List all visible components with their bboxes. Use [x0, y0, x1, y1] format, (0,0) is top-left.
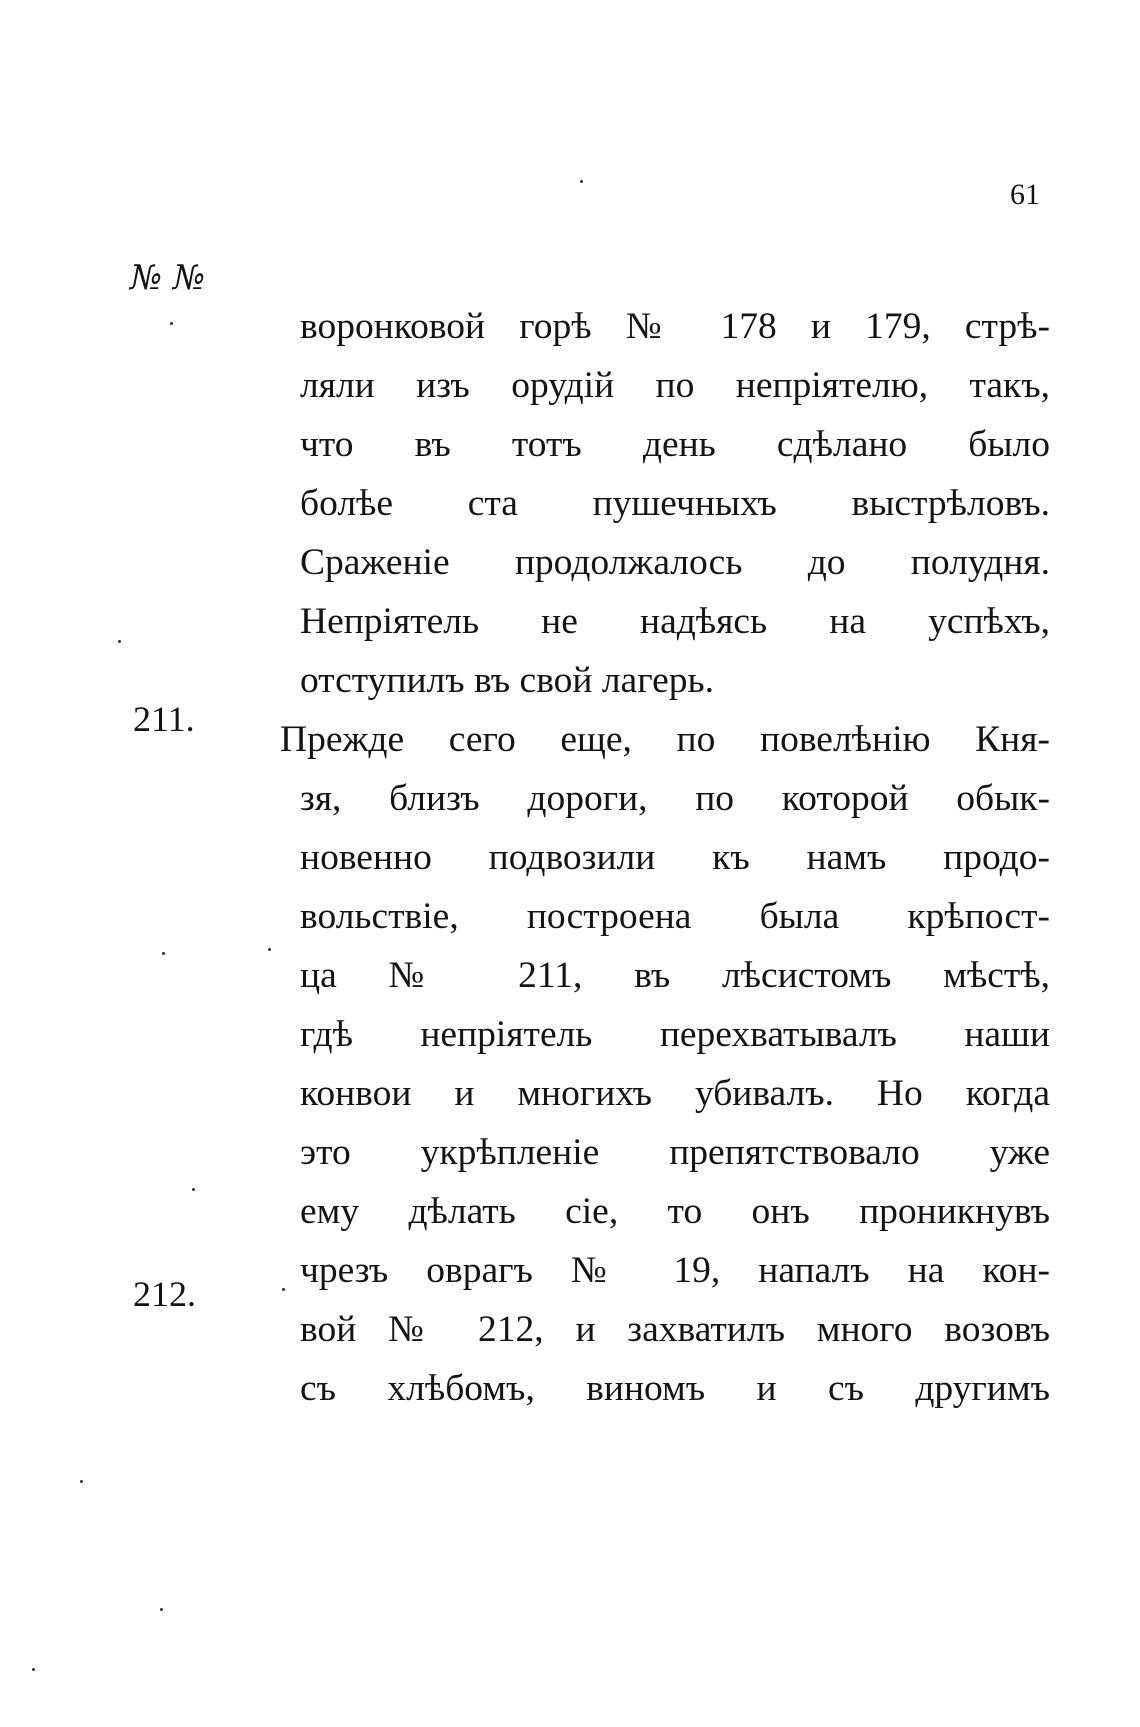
margin-number-211: 211.: [133, 699, 195, 739]
text-line: гдѣ непріятель перехватывалъ наши: [300, 1014, 1050, 1055]
text-line: съ хлѣбомъ, виномъ и съ другимъ: [300, 1368, 1050, 1409]
text-line: воронковой горѣ № 178 и 179, стрѣ-: [300, 306, 1050, 347]
text-line: болѣе ста пушечныхъ выстрѣловъ.: [300, 483, 1050, 524]
scan-speck: [32, 1668, 35, 1671]
text-line: что въ тотъ день сдѣлано было: [300, 424, 1050, 465]
text-line: Непріятель не надѣясь на успѣхъ,: [300, 601, 1050, 642]
margin-reference-marks: № №: [130, 258, 206, 298]
scan-speck: [160, 1608, 163, 1611]
text-line: ца № 211, въ лѣсистомъ мѣстѣ,: [300, 955, 1050, 996]
text-line: отступилъ въ свой лагерь.: [300, 660, 714, 701]
text-line: ляли изъ орудій по непріятелю, такъ,: [300, 365, 1050, 406]
scan-speck: [118, 640, 121, 643]
scan-speck: [192, 1188, 195, 1191]
text-line: вольствіе, построена была крѣпост-: [300, 896, 1050, 937]
text-line: вой № 212, и захватилъ много возовъ: [300, 1309, 1050, 1350]
text-line: новенно подвозили къ намъ продо-: [300, 837, 1050, 878]
scan-speck: [268, 948, 271, 951]
text-line: зя, близъ дороги, по которой обык-: [300, 778, 1050, 819]
scan-speck: [282, 1288, 285, 1291]
scan-speck: [580, 180, 583, 183]
scan-speck: [162, 952, 165, 955]
text-line: Сраженіе продолжалось до полудня.: [300, 542, 1050, 583]
text-line: Прежде сего еще, по повелѣнію Кня-: [280, 719, 1050, 760]
text-line: конвои и многихъ убивалъ. Но когда: [300, 1073, 1050, 1114]
text-line: ему дѣлать сіе, то онъ проникнувъ: [300, 1191, 1050, 1232]
margin-number-212: 212.: [133, 1274, 196, 1314]
page-number: 61: [1010, 178, 1040, 211]
scan-speck: [80, 1480, 83, 1483]
scan-speck: [170, 322, 173, 325]
text-line: чрезъ оврагъ № 19, напалъ на кон-: [300, 1250, 1050, 1291]
text-line: это укрѣпленіе препятствовало уже: [300, 1132, 1050, 1173]
